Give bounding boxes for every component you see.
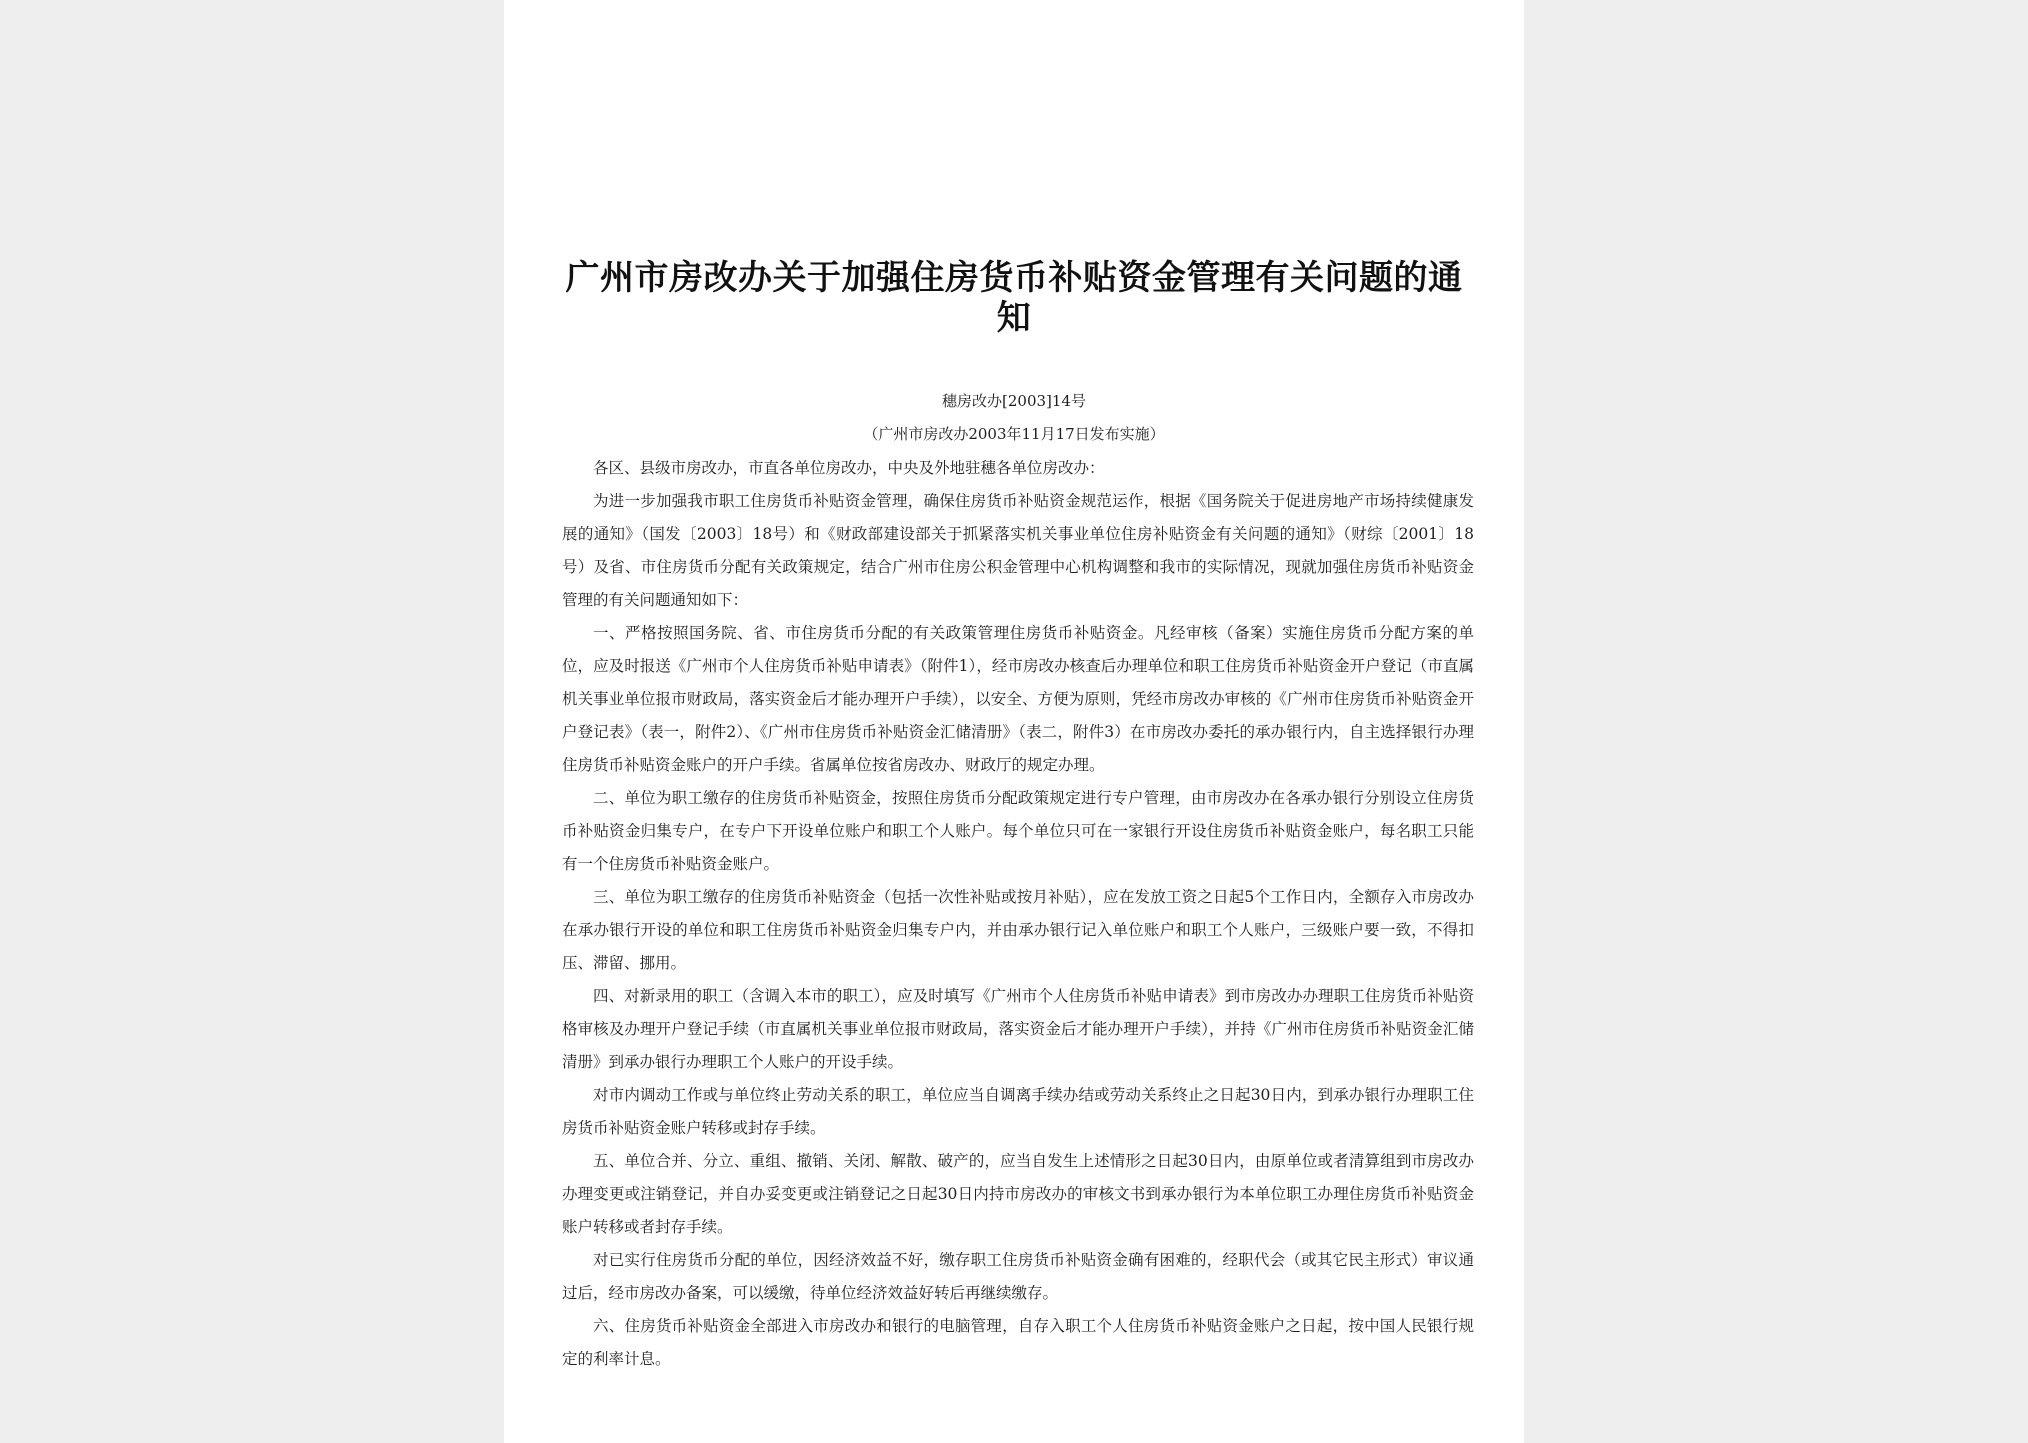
issue-info: （广州市房改办2003年11月17日发布实施） — [863, 425, 1165, 443]
paragraph-salutation: 各区、县级市房改办，市直各单位房改办，中央及外地驻穗各单位房改办： — [593, 459, 1105, 477]
paragraph-item-5-note: 对已实行住房货币分配的单位，因经济效益不好，缴存职工住房货币补贴资金确有困难的，经职代会（或其它民主形式）审议通过后，经市房改办备案，可以缓缴，待单位经济效益好转后再继续缴存。 — [562, 1251, 1474, 1302]
paragraph-item-4-note: 对市内调动工作或与单位终止劳动关系的职工，单位应当自调离手续办结或劳动关系终止之日起30日内，到承办银行办理职工住房货币补贴资金账户转移或封存手续。 — [562, 1086, 1474, 1137]
document-number: 穗房改办[2003]14号 — [942, 392, 1086, 410]
document-title: 广州市房改办关于加强住房货币补贴资金管理有关问题的通知 — [565, 258, 1463, 338]
paragraph-item-3: 三、单位为职工缴存的住房货币补贴资金（包括一次性补贴或按月补贴），应在发放工资之日起5个工作日内，全额存入市房改办在承办银行开设的单位和职工住房货币补贴资金归集专户内，并由承办银行记入单位账户和职工个人账户，三级账户要一致，不得扣压、滞留、挪用。 — [562, 888, 1474, 972]
paragraph-intro: 为进一步加强我市职工住房货币补贴资金管理，确保住房货币补贴资金规范运作，根据《国务院关于促进房地产市场持续健康发展的通知》（国发〔2003〕18号）和《财政部建设部关于抓紧落实机关事业单位住房补贴资金有关问题的通知》（财综〔2001〕18号）及省、市住房货币分配有关政策规定，结合广州市住房公积金管理中心机构调整和我市的实际情况，现就加强住房货币补贴资金管理的有关问题通知如下： — [562, 492, 1474, 609]
paragraph-item-4: 四、对新录用的职工（含调入本市的职工），应及时填写《广州市个人住房货币补贴申请表》到市房改办办理职工住房货币补贴资格审核及办理开户登记手续（市直属机关事业单位报市财政局，落实资金后才能办理开户手续），并持《广州市住房货币补贴资金汇储清册》到承办银行办理职工个人账户的开设手续。 — [562, 987, 1474, 1071]
document-page — [504, 0, 1524, 1443]
paragraph-item-2: 二、单位为职工缴存的住房货币补贴资金，按照住房货币分配政策规定进行专户管理，由市房改办在各承办银行分别设立住房货币补贴资金归集专户，在专户下开设单位账户和职工个人账户。每个单位只可在一家银行开设住房货币补贴资金账户，每名职工只能有一个住房货币补贴资金账户。 — [562, 789, 1474, 873]
paragraph-item-1: 一、严格按照国务院、省、市住房货币分配的有关政策管理住房货币补贴资金。凡经审核（备案）实施住房货币分配方案的单位，应及时报送《广州市个人住房货币补贴申请表》（附件1），经市房改办核查后办理单位和职工住房货币补贴资金开户登记（市直属机关事业单位报市财政局，落实资金后才能办理开户手续），以安全、方便为原则，凭经市房改办审核的《广州市住房货币补贴资金开户登记表》（表一，附件2）、《广州市住房货币补贴资金汇储清册》（表二，附件3）在市房改办委托的承办银行内，自主选择银行办理住房货币补贴资金账户的开户手续。省属单位按省房改办、财政厅的规定办理。 — [562, 624, 1474, 774]
document-body — [562, 452, 1474, 1376]
paragraph-item-5: 五、单位合并、分立、重组、撤销、关闭、解散、破产的，应当自发生上述情形之日起30日内，由原单位或者清算组到市房改办办理变更或注销登记，并自办妥变更或注销登记之日起30日内持市房改办的审核文书到承办银行为本单位职工办理住房货币补贴资金账户转移或者封存手续。 — [562, 1152, 1474, 1236]
paragraph-item-6: 六、住房货币补贴资金全部进入市房改办和银行的电脑管理，自存入职工个人住房货币补贴资金账户之日起，按中国人民银行规定的利率计息。 — [562, 1317, 1474, 1368]
